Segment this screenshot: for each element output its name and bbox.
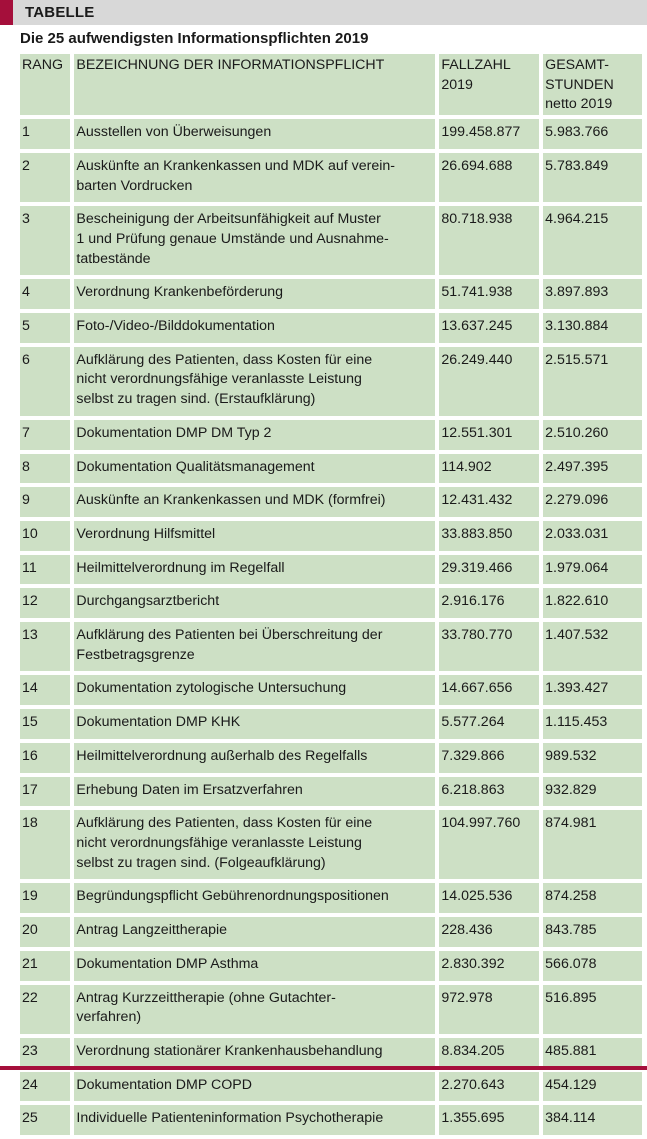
table-row bbox=[20, 313, 642, 343]
cell-fallzahl: 12.551.301 bbox=[439, 420, 539, 450]
column-header-bezeichnung bbox=[74, 54, 435, 115]
cell-stunden: 1.115.453 bbox=[543, 709, 642, 739]
cell-stunden: 1.822.610 bbox=[543, 588, 642, 618]
column-header-line: netto 2019 bbox=[545, 96, 613, 113]
cell-stunden: 843.785 bbox=[543, 917, 642, 947]
cell-line: Antrag Kurzzeittherapie (ohne Gutachter- bbox=[76, 989, 336, 1006]
cell-stunden: 3.130.884 bbox=[543, 313, 642, 343]
cell-fallzahl: 29.319.466 bbox=[439, 555, 539, 585]
cell-bezeichnung bbox=[74, 555, 435, 585]
cell-line: Aufklärung des Patienten, dass Kosten für eine bbox=[76, 815, 373, 832]
table-header-bar bbox=[0, 0, 647, 25]
data-table bbox=[16, 50, 646, 1139]
cell-line: barten Vordrucken bbox=[76, 177, 193, 194]
cell-bezeichnung bbox=[74, 777, 435, 807]
cell-bezeichnung bbox=[74, 347, 435, 416]
accent-mark bbox=[0, 0, 13, 25]
cell-stunden: 566.078 bbox=[543, 951, 642, 981]
cell-fallzahl: 26.694.688 bbox=[439, 153, 539, 202]
table-row bbox=[20, 743, 642, 773]
cell-bezeichnung bbox=[74, 279, 435, 309]
cell-bezeichnung bbox=[74, 588, 435, 618]
cell-line: Dokumentation DMP Asthma bbox=[76, 955, 259, 972]
cell-line: Dokumentation DMP DM Typ 2 bbox=[76, 424, 272, 441]
cell-bezeichnung bbox=[74, 917, 435, 947]
cell-rang: 13 bbox=[20, 622, 70, 671]
cell-line: Dokumentation DMP KHK bbox=[76, 714, 241, 731]
column-header-fallzahl bbox=[439, 54, 539, 115]
cell-stunden: 874.981 bbox=[543, 810, 642, 879]
table-row bbox=[20, 588, 642, 618]
table-row bbox=[20, 454, 642, 484]
table-row bbox=[20, 555, 642, 585]
cell-line: Verordnung Krankenbeförderung bbox=[76, 284, 284, 301]
cell-rang: 10 bbox=[20, 521, 70, 551]
cell-stunden: 1.393.427 bbox=[543, 675, 642, 705]
cell-rang: 7 bbox=[20, 420, 70, 450]
column-header-label: BEZEICHNUNG DER INFORMATIONSPFLICHT bbox=[76, 57, 385, 73]
cell-line: Auskünfte an Krankenkassen und MDK (formfrei) bbox=[76, 492, 386, 509]
cell-line: Foto-/Video-/Bilddokumentation bbox=[76, 318, 275, 335]
cell-rang: 8 bbox=[20, 454, 70, 484]
cell-rang: 12 bbox=[20, 588, 70, 618]
cell-rang: 4 bbox=[20, 279, 70, 309]
table-row bbox=[20, 883, 642, 913]
table-row bbox=[20, 119, 642, 149]
cell-rang: 5 bbox=[20, 313, 70, 343]
cell-fallzahl: 26.249.440 bbox=[439, 347, 539, 416]
header-row bbox=[20, 54, 642, 115]
table-title: Die 25 aufwendigsten Informationspflichten 2019 bbox=[20, 30, 369, 47]
table-row bbox=[20, 153, 642, 202]
cell-stunden: 2.033.031 bbox=[543, 521, 642, 551]
cell-bezeichnung bbox=[74, 675, 435, 705]
cell-line: Dokumentation DMP COPD bbox=[76, 1076, 252, 1093]
cell-bezeichnung bbox=[74, 119, 435, 149]
cell-line: nicht verordnungsfähige veranlasste Leistung bbox=[76, 371, 362, 388]
table-body bbox=[20, 119, 642, 1135]
cell-line: tatbestände bbox=[76, 250, 151, 267]
cell-rang: 6 bbox=[20, 347, 70, 416]
cell-stunden: 2.497.395 bbox=[543, 454, 642, 484]
table-row bbox=[20, 675, 642, 705]
cell-stunden: 1.979.064 bbox=[543, 555, 642, 585]
cell-line: Auskünfte an Krankenkassen und MDK auf verein- bbox=[76, 157, 396, 174]
table-row bbox=[20, 951, 642, 981]
cell-fallzahl: 80.718.938 bbox=[439, 206, 539, 275]
cell-bezeichnung bbox=[74, 1072, 435, 1102]
cell-rang: 21 bbox=[20, 951, 70, 981]
cell-bezeichnung bbox=[74, 1105, 435, 1135]
cell-stunden: 5.983.766 bbox=[543, 119, 642, 149]
cell-rang: 1 bbox=[20, 119, 70, 149]
cell-rang: 22 bbox=[20, 985, 70, 1034]
table-row bbox=[20, 487, 642, 517]
cell-fallzahl: 2.830.392 bbox=[439, 951, 539, 981]
cell-bezeichnung bbox=[74, 883, 435, 913]
cell-stunden: 485.881 bbox=[543, 1038, 642, 1068]
cell-fallzahl: 14.025.536 bbox=[439, 883, 539, 913]
table-row bbox=[20, 917, 642, 947]
column-header-line: STUNDEN bbox=[545, 76, 614, 93]
table-row bbox=[20, 279, 642, 309]
cell-fallzahl: 104.997.760 bbox=[439, 810, 539, 879]
cell-line: selbst zu tragen sind. (Erstaufklärung) bbox=[76, 391, 316, 408]
table-row bbox=[20, 1038, 642, 1068]
cell-rang: 2 bbox=[20, 153, 70, 202]
column-header-rang bbox=[20, 54, 70, 115]
cell-stunden: 1.407.532 bbox=[543, 622, 642, 671]
cell-fallzahl: 2.270.643 bbox=[439, 1072, 539, 1102]
cell-rang: 23 bbox=[20, 1038, 70, 1068]
table-row bbox=[20, 347, 642, 416]
cell-stunden: 932.829 bbox=[543, 777, 642, 807]
bottom-accent-bar bbox=[0, 1066, 647, 1070]
cell-fallzahl: 199.458.877 bbox=[439, 119, 539, 149]
cell-rang: 9 bbox=[20, 487, 70, 517]
cell-line: Verordnung stationärer Krankenhausbehandlung bbox=[76, 1042, 383, 1059]
cell-line: Individuelle Patienteninformation Psychotherapie bbox=[76, 1110, 384, 1127]
cell-rang: 14 bbox=[20, 675, 70, 705]
cell-stunden: 4.964.215 bbox=[543, 206, 642, 275]
cell-bezeichnung bbox=[74, 810, 435, 879]
cell-line: Dokumentation Qualitätsmanagement bbox=[76, 458, 315, 475]
cell-bezeichnung bbox=[74, 743, 435, 773]
cell-fallzahl: 33.780.770 bbox=[439, 622, 539, 671]
table-row bbox=[20, 206, 642, 275]
cell-line: Dokumentation zytologische Untersuchung bbox=[76, 680, 347, 697]
cell-bezeichnung bbox=[74, 206, 435, 275]
cell-bezeichnung bbox=[74, 521, 435, 551]
cell-line: nicht verordnungsfähige veranlasste Leistung bbox=[76, 834, 362, 851]
cell-rang: 15 bbox=[20, 709, 70, 739]
cell-rang: 25 bbox=[20, 1105, 70, 1135]
cell-fallzahl: 8.834.205 bbox=[439, 1038, 539, 1068]
cell-stunden: 454.129 bbox=[543, 1072, 642, 1102]
cell-line: Ausstellen von Überweisungen bbox=[76, 124, 272, 141]
column-header-stunden bbox=[543, 54, 642, 115]
cell-bezeichnung bbox=[74, 1038, 435, 1068]
cell-line: Aufklärung des Patienten, dass Kosten für eine bbox=[76, 351, 373, 368]
cell-bezeichnung bbox=[74, 709, 435, 739]
cell-stunden: 5.783.849 bbox=[543, 153, 642, 202]
cell-line: Erhebung Daten im Ersatzverfahren bbox=[76, 781, 303, 798]
cell-line: Bescheinigung der Arbeitsunfähigkeit auf Muster bbox=[76, 211, 381, 228]
cell-rang: 11 bbox=[20, 555, 70, 585]
cell-bezeichnung bbox=[74, 153, 435, 202]
cell-line: Begründungspflicht Gebührenordnungspositionen bbox=[76, 888, 389, 905]
table-row bbox=[20, 521, 642, 551]
cell-rang: 17 bbox=[20, 777, 70, 807]
cell-fallzahl: 2.916.176 bbox=[439, 588, 539, 618]
cell-rang: 16 bbox=[20, 743, 70, 773]
cell-fallzahl: 14.667.656 bbox=[439, 675, 539, 705]
table-row bbox=[20, 1072, 642, 1102]
cell-fallzahl: 12.431.432 bbox=[439, 487, 539, 517]
cell-stunden: 384.114 bbox=[543, 1105, 642, 1135]
cell-fallzahl: 51.741.938 bbox=[439, 279, 539, 309]
cell-line: 1 und Prüfung genaue Umstände und Ausnahme- bbox=[76, 230, 389, 247]
cell-rang: 19 bbox=[20, 883, 70, 913]
column-header-line: FALLZAHL bbox=[441, 57, 511, 73]
table-row bbox=[20, 1105, 642, 1135]
cell-line: verfahren) bbox=[76, 1009, 142, 1026]
cell-rang: 20 bbox=[20, 917, 70, 947]
table-row bbox=[20, 810, 642, 879]
cell-line: selbst zu tragen sind. (Folgeaufklärung) bbox=[76, 854, 326, 871]
cell-bezeichnung bbox=[74, 487, 435, 517]
column-header-line: GESAMT- bbox=[545, 57, 610, 73]
cell-bezeichnung bbox=[74, 951, 435, 981]
cell-bezeichnung bbox=[74, 454, 435, 484]
cell-rang: 24 bbox=[20, 1072, 70, 1102]
cell-fallzahl: 114.902 bbox=[439, 454, 539, 484]
cell-stunden: 989.532 bbox=[543, 743, 642, 773]
cell-fallzahl: 7.329.866 bbox=[439, 743, 539, 773]
cell-line: Verordnung Hilfsmittel bbox=[76, 525, 216, 542]
cell-rang: 3 bbox=[20, 206, 70, 275]
cell-bezeichnung bbox=[74, 985, 435, 1034]
cell-stunden: 3.897.893 bbox=[543, 279, 642, 309]
cell-stunden: 2.510.260 bbox=[543, 420, 642, 450]
cell-fallzahl: 13.637.245 bbox=[439, 313, 539, 343]
cell-fallzahl: 972.978 bbox=[439, 985, 539, 1034]
cell-line: Durchgangsarztbericht bbox=[76, 593, 220, 610]
cell-line: Heilmittelverordnung außerhalb des Regelfalls bbox=[76, 747, 368, 764]
cell-line: Heilmittelverordnung im Regelfall bbox=[76, 559, 285, 576]
cell-fallzahl: 6.218.863 bbox=[439, 777, 539, 807]
section-label: TABELLE bbox=[25, 4, 95, 21]
cell-fallzahl: 1.355.695 bbox=[439, 1105, 539, 1135]
cell-bezeichnung bbox=[74, 420, 435, 450]
cell-fallzahl: 228.436 bbox=[439, 917, 539, 947]
table-row bbox=[20, 985, 642, 1034]
cell-line: Aufklärung des Patienten bei Überschreitung der bbox=[76, 627, 383, 644]
table-row bbox=[20, 777, 642, 807]
column-header-line: 2019 bbox=[441, 76, 473, 93]
cell-fallzahl: 5.577.264 bbox=[439, 709, 539, 739]
cell-line: Antrag Langzeittherapie bbox=[76, 922, 228, 939]
column-header-label: RANG bbox=[22, 57, 63, 73]
cell-bezeichnung bbox=[74, 622, 435, 671]
cell-stunden: 516.895 bbox=[543, 985, 642, 1034]
cell-stunden: 2.279.096 bbox=[543, 487, 642, 517]
table-row bbox=[20, 420, 642, 450]
cell-fallzahl: 33.883.850 bbox=[439, 521, 539, 551]
cell-bezeichnung bbox=[74, 313, 435, 343]
cell-stunden: 2.515.571 bbox=[543, 347, 642, 416]
cell-line: Festbetragsgrenze bbox=[76, 646, 195, 663]
cell-stunden: 874.258 bbox=[543, 883, 642, 913]
table-row bbox=[20, 709, 642, 739]
table-row bbox=[20, 622, 642, 671]
cell-rang: 18 bbox=[20, 810, 70, 879]
